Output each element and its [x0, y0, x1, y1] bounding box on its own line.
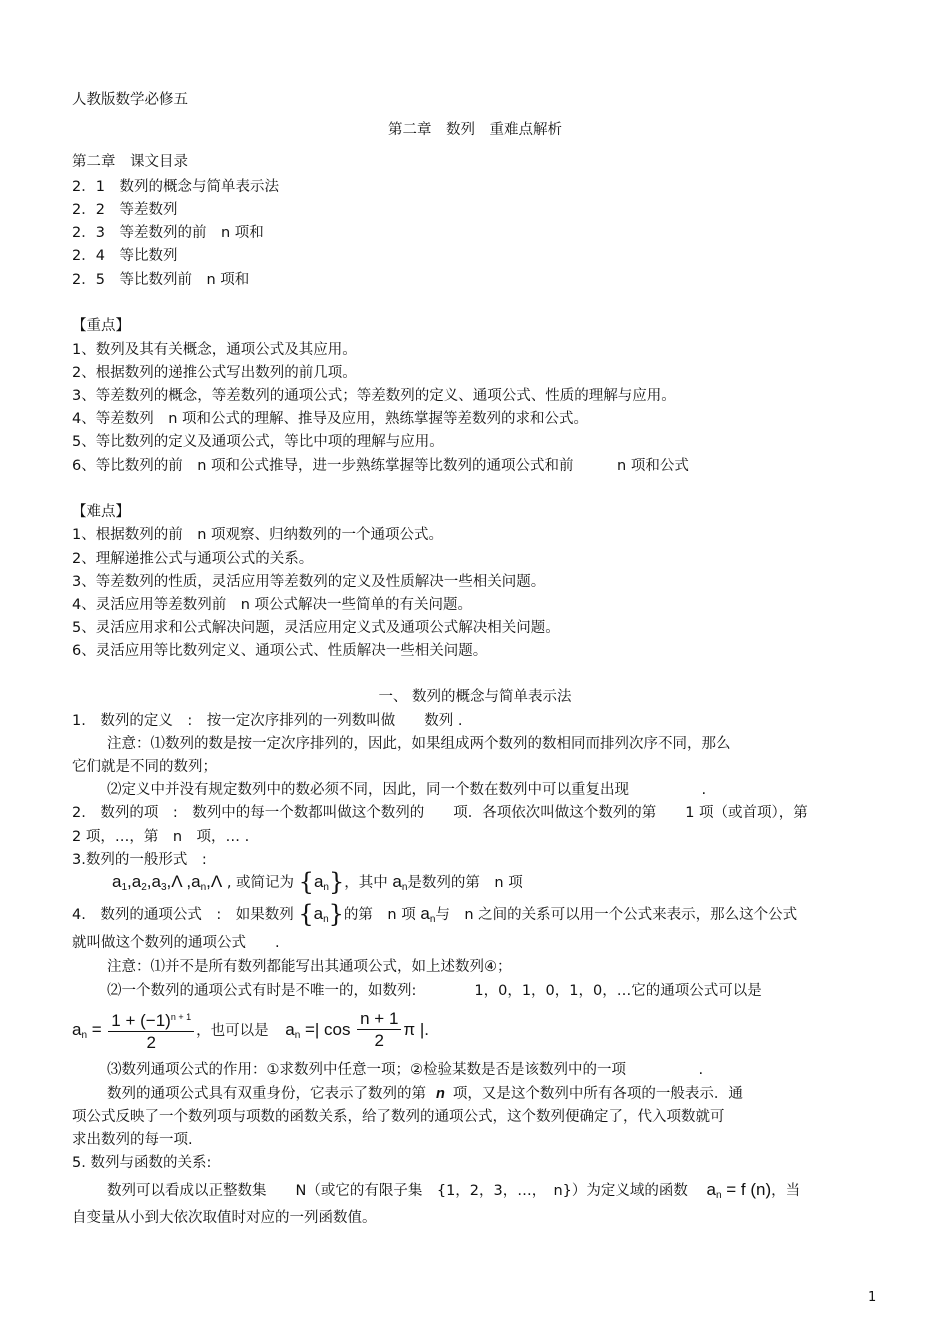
toc-item: 2．1 数列的概念与简单表示法 — [72, 179, 279, 195]
relation-heading: 5. 数列与函数的关系: — [72, 1155, 212, 1171]
section-heading: 一、 数列的概念与简单表示法 — [378, 689, 572, 705]
difficult-point-item: 6、灵活应用等比数列定义、通项公式、性质解决一些相关问题。 — [72, 643, 488, 659]
note-line: ⑶数列通项公式的作用：①求数列中任意一项；②检验某数是否是该数列中的一项 . — [107, 1062, 704, 1078]
definition-paragraph: 1. 数列的定义 : 按一定次序排列的一列数叫做 数列 . — [72, 713, 463, 729]
n-symbol: n — [436, 1086, 445, 1102]
nth-term-symbol: $a_n$ — [420, 904, 436, 925]
chapter-title: 第二章 数列 重难点解析 — [388, 122, 562, 138]
general-form-formula: $a_1,a_2,a_3,\Lambda$ $,a_n,\Lambda$ , 或简记为 $\{a_n\}$，其中 $a_n$是数列的第 n 项 — [112, 868, 523, 896]
pi-symbol: π |. — [403, 1020, 430, 1039]
note-line: ⑵定义中并没有规定数列中的数必须不同，因此，同一个数在数列中可以重复出现 . — [107, 782, 707, 798]
difficult-point-item: 1、根据数列的前 n 项观察、归纳数列的一个通项公式。 — [72, 527, 444, 543]
note-line: 它们就是不同的数列； — [72, 759, 217, 775]
general-term-paragraph: 就叫做这个数列的通项公式 . — [72, 935, 280, 951]
sequence-terms: $a_1,a_2,a_3,\Lambda$ $,a_n,\Lambda$ — [112, 872, 223, 893]
key-point-item: 2、根据数列的递推公式写出数列的前几项。 — [72, 365, 357, 381]
general-term-paragraph: 4. 数列的通项公式 : 如果数列 $\{a_n\}$的第 n 项 $a_n$与 n 之间的关系可以用一个公式来表示，那么这个公式 — [72, 900, 798, 928]
toc-item: 2．3 等差数列的前 n 项和 — [72, 225, 264, 241]
difficult-point-item: 4、灵活应用等差数列前 n 项公式解决一些简单的有关问题。 — [72, 597, 473, 613]
sequence-notation: $\{a_n\}$ — [298, 868, 345, 896]
body-paragraph: 数列的通项公式具有双重身份，它表示了数列的第 n 项，又是这个数列中所有各项的一般表示．通 — [107, 1086, 743, 1102]
function-paragraph: 数列可以看成以正整数集 N（或它的有限子集 {1，2，3，…， n}）为定义域的函数 $a_n = f$ (n)，当 — [107, 1180, 801, 1201]
term-paragraph: 2. 数列的项 : 数列中的每一个数都叫做这个数列的 项．各项依次叫做这个数列的第 1 项（或首项），第 — [72, 805, 808, 821]
term-paragraph: 2 项，…，第 n 项，… . — [72, 829, 250, 845]
toc-item: 2．4 等比数列 — [72, 248, 178, 264]
key-point-item: 6、等比数列的前 n 项和公式推导，进一步熟练掌握等比数列的通项公式和前 n 项和公式 — [72, 458, 689, 474]
formula-fraction-power: $\frac{1 + (-1)^{n + 1}}{2}$ — [108, 1008, 194, 1054]
general-term-formulas: $a_n$ = $\frac{1 + (-1)^{n + 1}}{2}$ ，也可以是 $a_n$ =| cos $\frac{n + 1}{2}$ π |. — [72, 1009, 430, 1052]
key-point-item: 4、等差数列 n 项和公式的理解、推导及应用，熟练掌握等差数列的求和公式。 — [72, 411, 589, 427]
note-line: ⑵一个数列的通项公式有时是不唯一的，如数列: 1，0，1，0，1，0，…它的通项公式可以是 — [107, 983, 762, 999]
body-paragraph: 求出数列的每一项. — [72, 1132, 193, 1148]
difficult-point-item: 5、灵活应用求和公式解决问题，灵活应用定义式及通项公式解决相关问题。 — [72, 620, 560, 636]
difficult-points-heading: 【难点】 — [72, 504, 130, 520]
note-line: 注意：⑴数列的数是按一定次序排列的，因此，如果组成两个数列的数相同而排列次序不同，那么 — [107, 736, 731, 752]
key-point-item: 5、等比数列的定义及通项公式，等比中项的理解与应用。 — [72, 434, 444, 450]
difficult-point-item: 2、理解递推公式与通项公式的关系。 — [72, 551, 314, 567]
key-points-heading: 【重点】 — [72, 318, 130, 334]
function-paragraph: 自变量从小到大依次取值时对应的一列函数值。 — [72, 1210, 377, 1226]
book-title: 人教版数学必修五 — [72, 92, 188, 108]
key-point-item: 1、数列及其有关概念，通项公式及其应用。 — [72, 342, 357, 358]
difficult-point-item: 3、等差数列的性质，灵活应用等差数列的定义及性质解决一些相关问题。 — [72, 574, 546, 590]
sequence-notation: $\{a_n\}$ — [298, 900, 344, 928]
function-formula: $a_n = f$ (n) — [706, 1180, 772, 1201]
nth-term-symbol: $a_n$ — [392, 872, 408, 893]
formula-lhs: $a_n$ = — [72, 1020, 102, 1041]
page-number: 1 — [868, 1290, 877, 1305]
toc-item: 2．2 等差数列 — [72, 202, 178, 218]
toc-item: 2．5 等比数列前 n 项和 — [72, 272, 250, 288]
note-line: 注意：⑴并不是所有数列都能写出其通项公式，如上述数列④； — [107, 959, 512, 975]
key-point-item: 3、等差数列的概念，等差数列的通项公式；等差数列的定义、通项公式、性质的理解与应用。 — [72, 388, 676, 404]
formula-fraction-cos: $\frac{n + 1}{2}$ — [357, 1010, 401, 1052]
formula-lhs: $a_n$ =| cos — [285, 1020, 351, 1041]
toc-heading: 第二章 课文目录 — [72, 154, 188, 170]
body-paragraph: 项公式反映了一个数列项与项数的函数关系，给了数列的通项公式，这个数列便确定了，代入项数就可 — [72, 1109, 725, 1125]
general-form-label: 3.数列的一般形式 : — [72, 852, 207, 868]
